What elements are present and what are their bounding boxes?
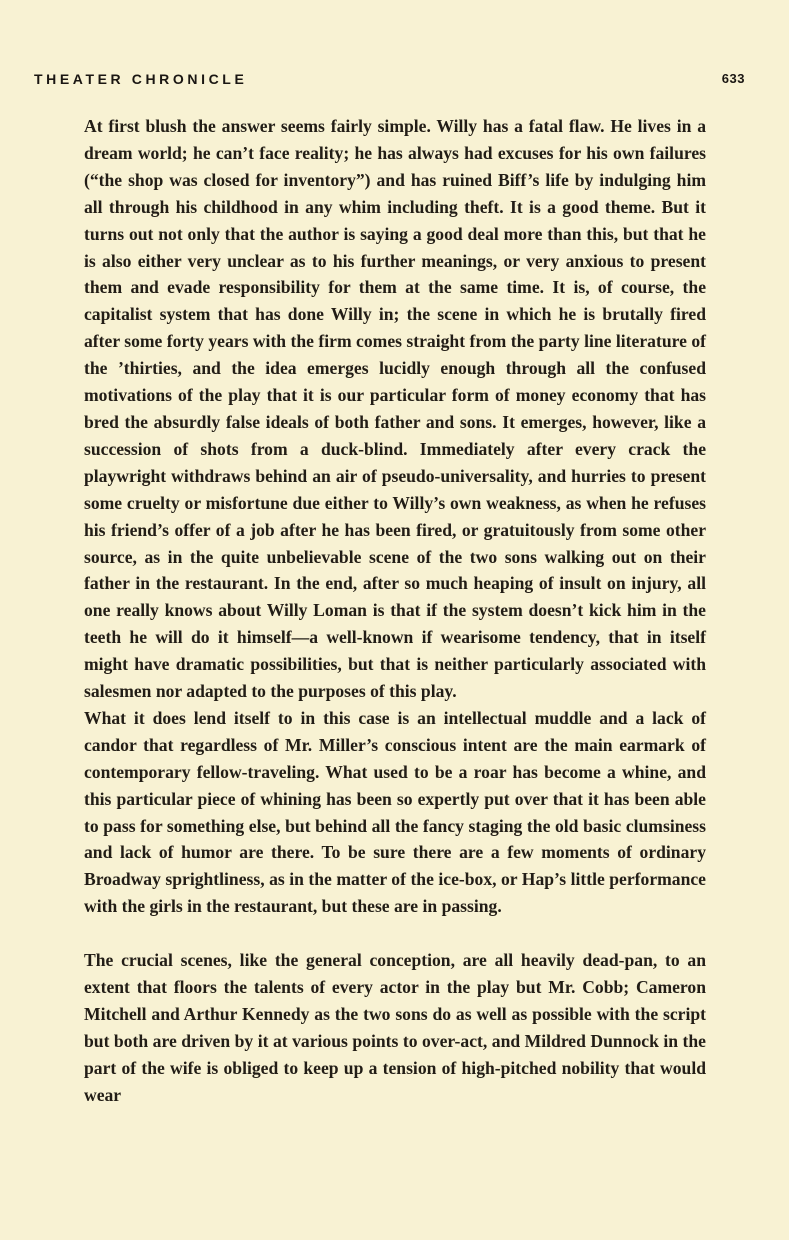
paragraph-3: The crucial scenes, like the general conception, are all heavily dead-pan, to an extent that floors the talents of every actor in the play but Mr. Cobb; Cameron Mitchell and Arthur Kennedy as the two sons do as well as possible with the script but both are driven by it at various points to over-act, and Mildred Dunnock in the part of the wife is obliged to keep up a tension of high-pitched nobility that would wear: [84, 950, 706, 1105]
body-text: [84, 113, 706, 1109]
page-number: 633: [721, 71, 745, 86]
running-head-title: THEATER CHRONICLE: [34, 71, 248, 87]
running-header: [34, 71, 745, 91]
paragraph-1: At first blush the answer seems fairly simple. Willy has a fatal flaw. He lives in a dream world; he can’t face reality; he has always had excuses for his own failures (“the shop was closed for inventory”) and has ruined Biff’s life by indulging him all through his childhood in any whim including theft. It is a good theme. But it turns out not only that the author is saying a good deal more than this, but that he is also either very unclear as to his further meanings, or very anxious to present them and evade responsibility for them at the same time. It is, of course, the capitalist system that has done Willy in; the scene in which he is brutally fired after some forty years with the firm comes straight from the party line literature of the ’thirties, and the idea emerges lucidly enough through all the confused motivations of the play that it is our particular form of money economy that has bred the absurdly false ideals of both father and sons. It emerges, however, like a succession of shots from a duck-blind. Immediately after every crack the playwright withdraws behind an air of pseudo-universality, and hurries to present some cruelty or misfortune due either to Willy’s own weakness, as when he refuses his friend’s offer of a job after he has been fired, or gratuitously from some other source, as in the quite unbelievable scene of the two sons walking out on their father in the restaurant. In the end, after so much heaping of insult on injury, all one really knows about Willy Loman is that if the system doesn’t kick him in the teeth he will do it himself—a well-known if wearisome tendency, that in itself might have dramatic possibilities, but that is neither particularly associated with salesmen nor adapted to the purposes of this play.: [84, 116, 706, 702]
paragraph-2: What it does lend itself to in this case is an intellectual muddle and a lack of candor that regardless of Mr. Miller’s conscious intent are the main earmark of contemporary fellow-traveling. What used to be a roar has become a whine, and this particular piece of whining has been so expertly put over that it has been able to pass for something else, but behind all the fancy staging the old basic clumsiness and lack of humor are there. To be sure there are a few moments of ordinary Broadway sprightliness, as in the matter of the ice-box, or Hap’s little performance with the girls in the restaurant, but these are in passing.: [84, 707, 706, 917]
